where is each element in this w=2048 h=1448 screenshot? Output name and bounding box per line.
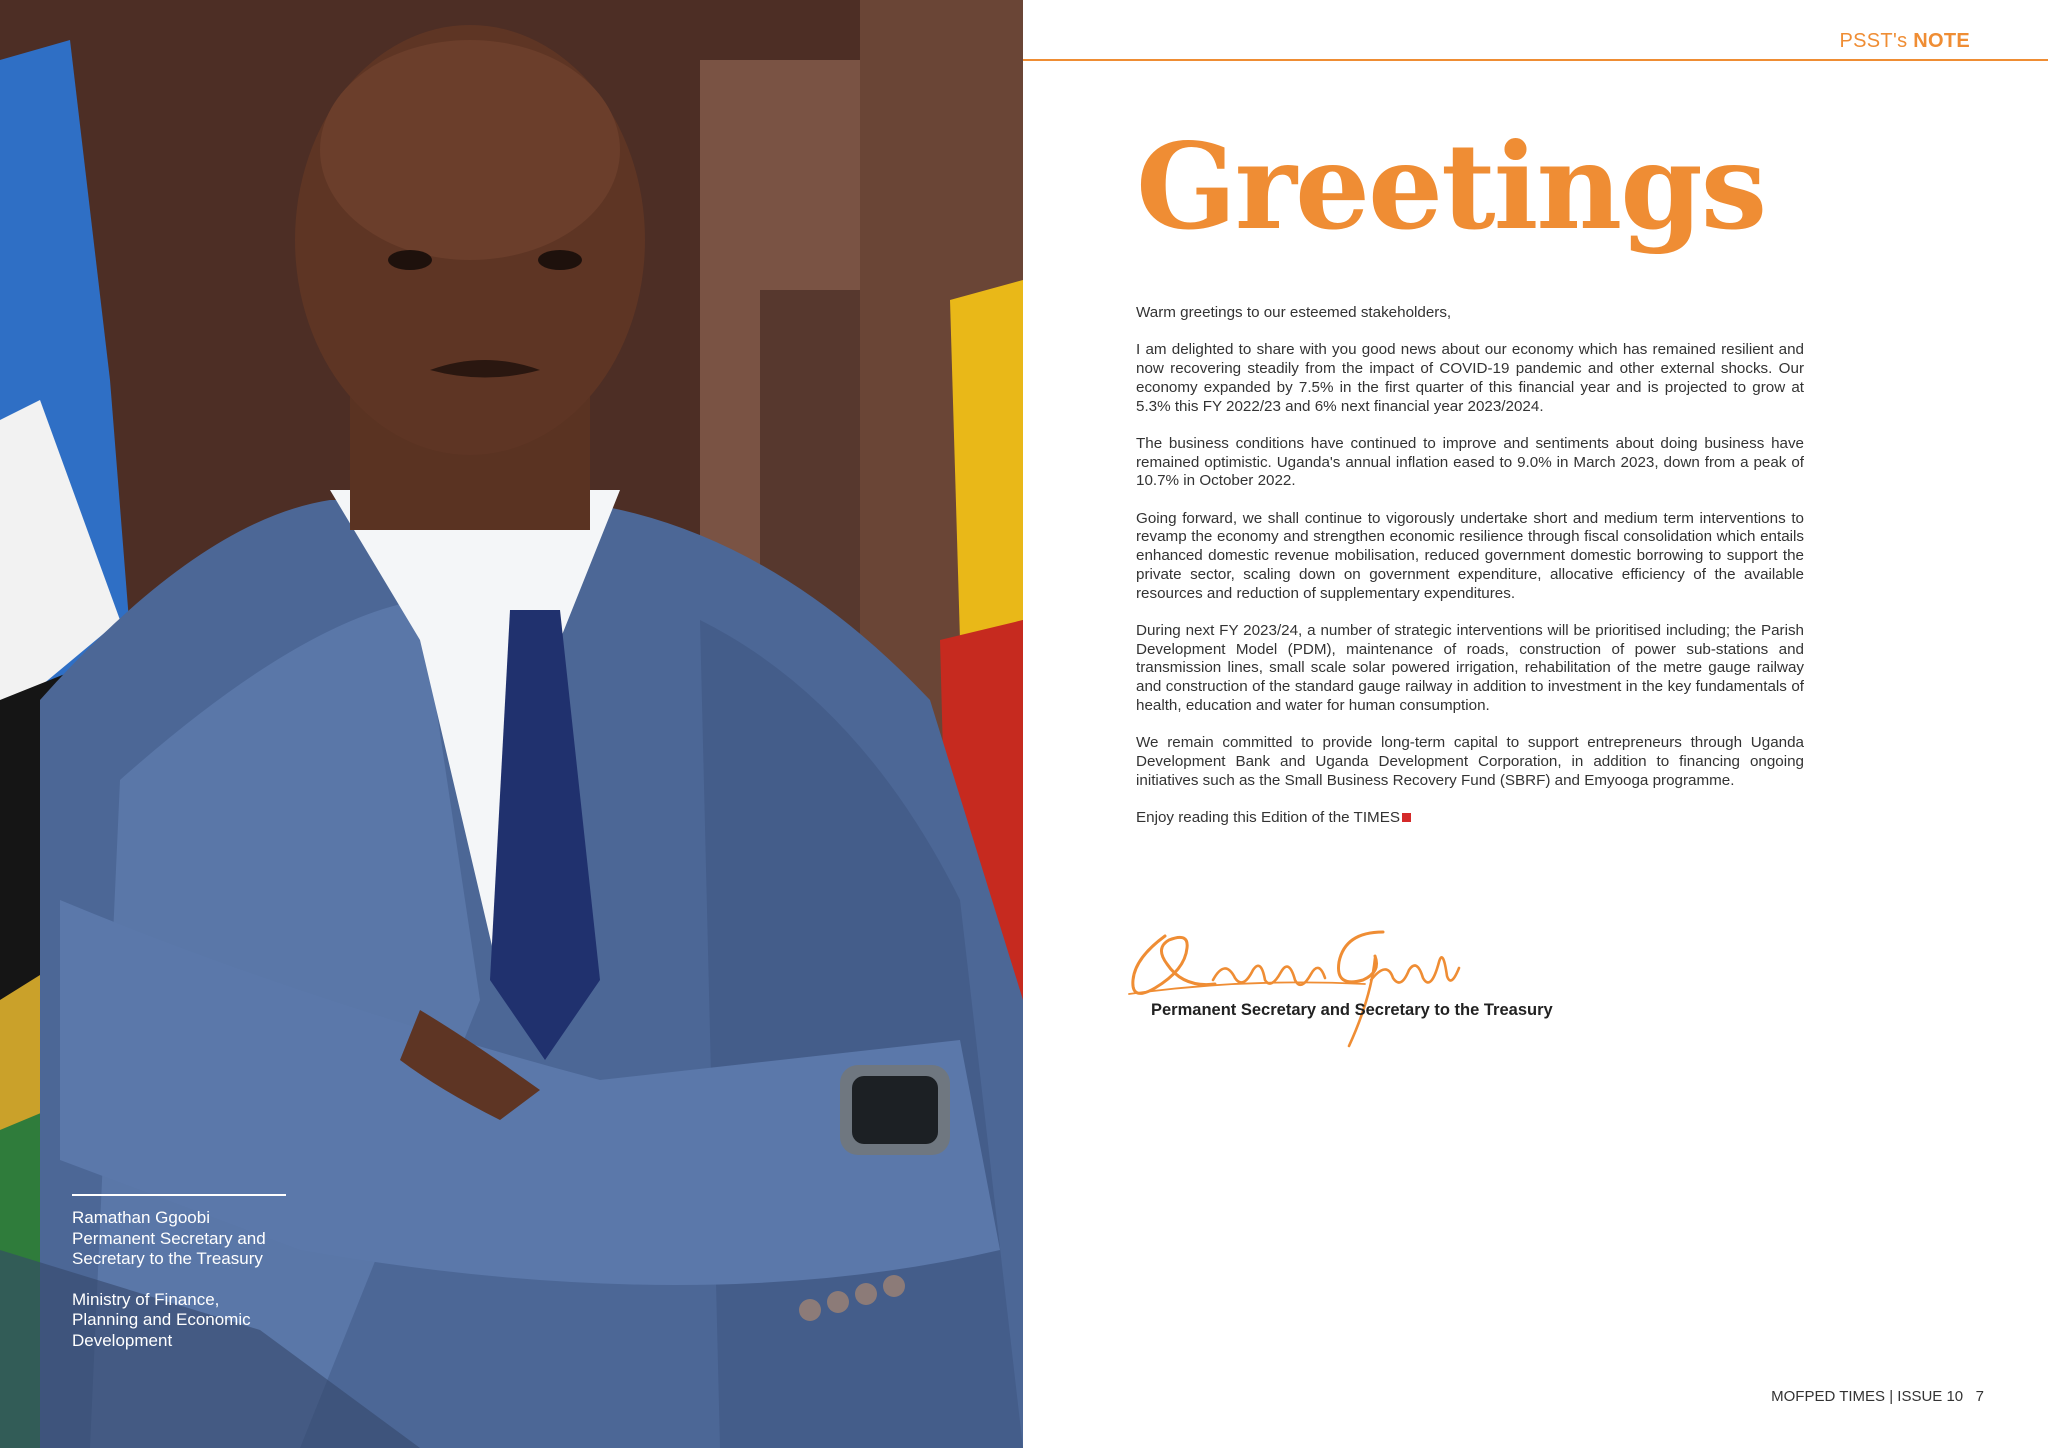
signatory-title: Permanent Secretary and Secretary to the Treasury (1151, 1001, 1553, 1019)
page-footer (1771, 1388, 1984, 1405)
paragraph-long-term-capital: We remain committed to provide long-term capital to support entrepreneurs through Uganda Development Bank and Uganda Development Corporation, in addition to financing ongoing initiatives such as the Small Business Recovery Fund (SBRF) and Emyooga programme. (1136, 734, 1804, 789)
caption-role-line1: Permanent Secretary and (72, 1228, 266, 1248)
paragraph-economy: I am delighted to share with you good news about our economy which has remained resilient and now recovering steadily from the impact of COVID-19 pandemic and other external shocks. Our economy expanded by 7.5% in the first quarter of this financial year and is projected to grow at 5.3% this FY 2022/23 and 6% next financial year 2023/2024. (1136, 341, 1804, 415)
page-number: 7 (1975, 1388, 1984, 1405)
closing-text: Enjoy reading this Edition of the TIMES (1136, 808, 1400, 826)
publication-name: MOFPED TIMES | ISSUE 10 (1771, 1388, 1964, 1405)
section-label (1840, 30, 1970, 53)
paragraph-closing (1136, 809, 1804, 828)
handwritten-signature (1125, 918, 1465, 1058)
caption-rule (72, 1194, 286, 1196)
section-label-bold: NOTE (1913, 30, 1970, 52)
page-title: Greetings (1136, 117, 1766, 256)
section-label-prefix: PSST's (1839, 30, 1914, 52)
end-mark-icon (1402, 813, 1411, 822)
caption-name: Ramathan Ggoobi (72, 1208, 210, 1227)
article-body (1136, 304, 1804, 846)
paragraph-going-forward: Going forward, we shall continue to vigorously undertake short and medium term interventions to revamp the economy and strengthen economic resilience through fiscal consolidation which entails enhanced domestic revenue mobilisation, reduced government domestic borrowing to support the private sector, scaling down on government expenditure, allocative efficiency of the available resources and reduction of supplementary expenditures. (1136, 509, 1804, 602)
photo-caption (72, 1194, 286, 1351)
paragraph-salutation: Warm greetings to our esteemed stakeholders, (1136, 304, 1452, 321)
header-rule (1023, 59, 2048, 61)
caption-org-line1: Ministry of Finance, (72, 1289, 220, 1309)
caption-org-line2: Planning and Economic (72, 1310, 251, 1329)
caption-role-line2: Secretary to the Treasury (72, 1249, 263, 1268)
portrait-photo (0, 0, 1023, 1448)
paragraph-business-conditions: The business conditions have continued to improve and sentiments about doing business have remained optimistic. Uganda's annual inflation eased to 9.0% in March 2023, down from a peak of 10.7% in October 2022. (1136, 434, 1804, 490)
caption-org-line3: Development (72, 1330, 173, 1350)
paragraph-strategic-interventions: During next FY 2023/24, a number of strategic interventions will be prioritised including; the Parish Development Model (PDM), maintenance of roads, construction of power sub-stations and transmission lines, small scale solar powered irrigation, rehabilitation of the metre gauge railway and construction of the standard gauge railway in addition to investment in the key fundamentals of health, education and water for human consumption. (1136, 621, 1804, 714)
